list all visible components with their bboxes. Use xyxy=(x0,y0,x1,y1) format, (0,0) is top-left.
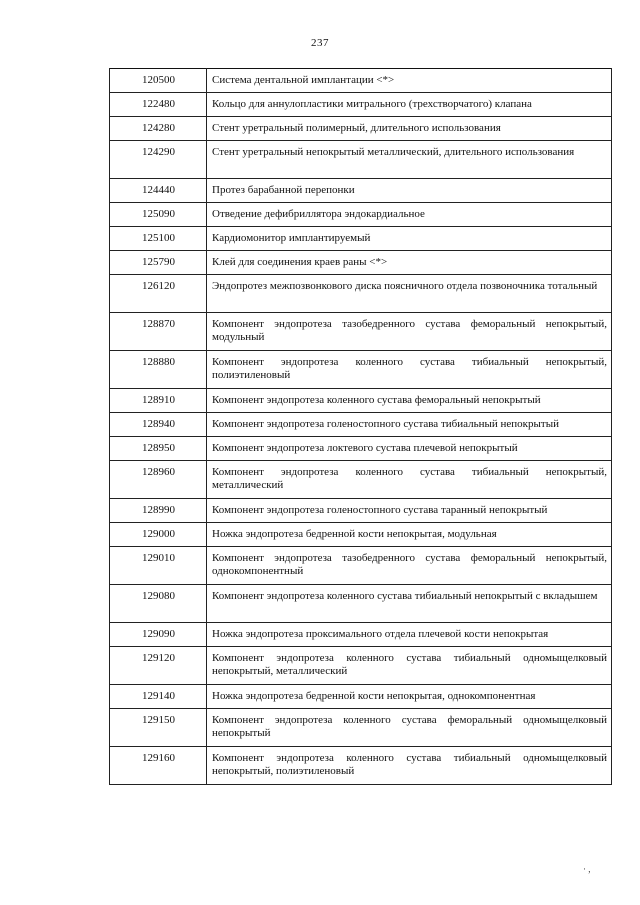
table-row xyxy=(110,69,612,93)
table-row xyxy=(110,585,612,623)
device-name: Ножка эндопротеза проксимального отдела плечевой кости непокрытая xyxy=(207,623,612,647)
device-code: 120500 xyxy=(110,69,207,93)
device-name: Система дентальной имплантации <*> xyxy=(207,69,612,93)
table-row xyxy=(110,227,612,251)
table-row xyxy=(110,93,612,117)
device-code: 128960 xyxy=(110,461,207,499)
device-code: 129120 xyxy=(110,647,207,685)
table-row xyxy=(110,203,612,227)
device-code: 125790 xyxy=(110,251,207,275)
device-name: Компонент эндопротеза локтевого сустава плечевой непокрытый xyxy=(207,437,612,461)
device-name: Ножка эндопротеза бедренной кости непокрытая, модульная xyxy=(207,523,612,547)
device-registry-table xyxy=(109,68,612,785)
device-name: Компонент эндопротеза коленного сустава феморальный непокрытый xyxy=(207,389,612,413)
device-name: Отведение дефибриллятора эндокардиальное xyxy=(207,203,612,227)
table-row xyxy=(110,499,612,523)
device-name: Стент уретральный полимерный, длительного использования xyxy=(207,117,612,141)
device-code: 129150 xyxy=(110,709,207,747)
table-row xyxy=(110,647,612,685)
table-row xyxy=(110,709,612,747)
device-code: 129160 xyxy=(110,747,207,785)
table-row xyxy=(110,623,612,647)
table-row xyxy=(110,747,612,785)
device-name: Компонент эндопротеза коленного сустава феморальный одномыщелковый непокрытый xyxy=(207,709,612,747)
table-row xyxy=(110,141,612,179)
table-row xyxy=(110,437,612,461)
device-name: Эндопротез межпозвонкового диска поясничного отдела позвоночника тотальный xyxy=(207,275,612,313)
device-name: Компонент эндопротеза голеностопного сустава тибиальный непокрытый xyxy=(207,413,612,437)
device-name: Компонент эндопротеза коленного сустава тибиальный непокрытый, полиэтиленовый xyxy=(207,351,612,389)
device-code: 129010 xyxy=(110,547,207,585)
device-code: 129140 xyxy=(110,685,207,709)
device-code: 124440 xyxy=(110,179,207,203)
table-row xyxy=(110,547,612,585)
device-name: Ножка эндопротеза бедренной кости непокрытая, однокомпонентная xyxy=(207,685,612,709)
device-code: 122480 xyxy=(110,93,207,117)
device-name: Компонент эндопротеза голеностопного сустава таранный непокрытый xyxy=(207,499,612,523)
device-name: Компонент эндопротеза тазобедренного сустава феморальный непокрытый, однокомпонентный xyxy=(207,547,612,585)
table-row xyxy=(110,523,612,547)
device-name: Клей для соединения краев раны <*> xyxy=(207,251,612,275)
table-row xyxy=(110,413,612,437)
device-code: 124280 xyxy=(110,117,207,141)
table-row xyxy=(110,313,612,351)
device-name: Компонент эндопротеза коленного сустава тибиальный одномыщелковый непокрытый, металлический xyxy=(207,647,612,685)
device-code: 125090 xyxy=(110,203,207,227)
device-code: 129090 xyxy=(110,623,207,647)
device-name: Кольцо для аннулопластики митрального (трехстворчатого) клапана xyxy=(207,93,612,117)
device-code: 128870 xyxy=(110,313,207,351)
table-row xyxy=(110,179,612,203)
table-row xyxy=(110,351,612,389)
device-code: 124290 xyxy=(110,141,207,179)
table-row xyxy=(110,117,612,141)
device-name: Компонент эндопротеза коленного сустава тибиальный непокрытый с вкладышем xyxy=(207,585,612,623)
table-row xyxy=(110,251,612,275)
table-row xyxy=(110,685,612,709)
table-row xyxy=(110,461,612,499)
device-name: Протез барабанной перепонки xyxy=(207,179,612,203)
device-code: 125100 xyxy=(110,227,207,251)
device-code: 129000 xyxy=(110,523,207,547)
page-number: 237 xyxy=(311,37,329,49)
device-code: 129080 xyxy=(110,585,207,623)
device-name: Компонент эндопротеза коленного сустава тибиальный непокрытый, металлический xyxy=(207,461,612,499)
device-code: 128990 xyxy=(110,499,207,523)
device-name: Стент уретральный непокрытый металлический, длительного использования xyxy=(207,141,612,179)
table-row xyxy=(110,275,612,313)
device-code: 128950 xyxy=(110,437,207,461)
table-row xyxy=(110,389,612,413)
scan-mark: · , xyxy=(583,864,591,874)
device-name: Компонент эндопротеза тазобедренного сустава феморальный непокрытый, модульный xyxy=(207,313,612,351)
device-code: 126120 xyxy=(110,275,207,313)
device-code: 128880 xyxy=(110,351,207,389)
device-name: Кардиомонитор имплантируемый xyxy=(207,227,612,251)
device-code: 128940 xyxy=(110,413,207,437)
device-code: 128910 xyxy=(110,389,207,413)
device-name: Компонент эндопротеза коленного сустава тибиальный одномыщелковый непокрытый, полиэтиленовый xyxy=(207,747,612,785)
